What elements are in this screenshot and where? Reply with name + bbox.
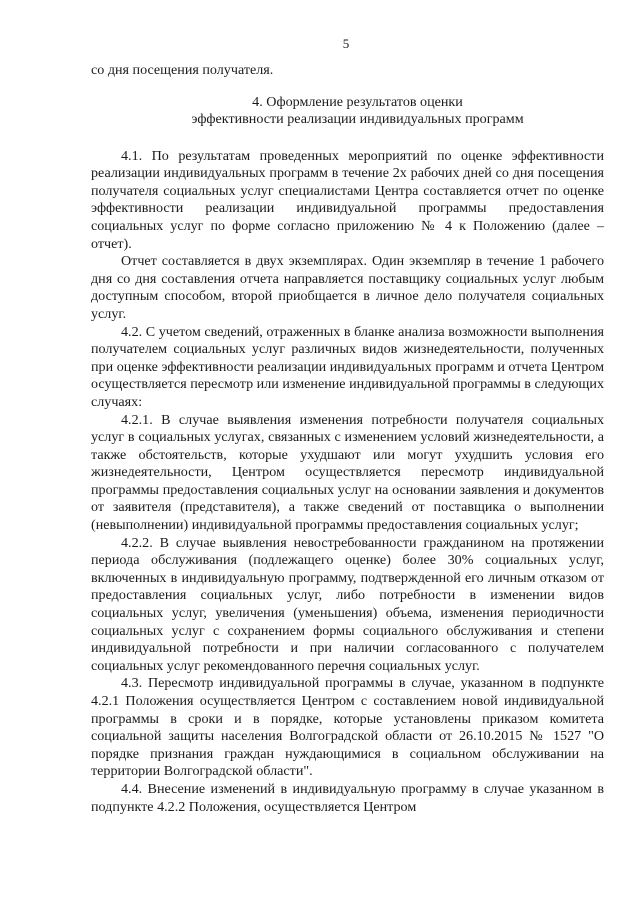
section-heading — [91, 94, 604, 128]
page-number: 5 — [342, 36, 350, 51]
document-body — [91, 62, 604, 816]
paragraph-4-2: 4.2. С учетом сведений, отраженных в бланке анализа возможности выполнения получателем социальных услуг различных видов жизнедеятельности, полученных при оценке эффективности реализации индивидуальных программ и отчета Центром осуществляется пересмотр или изменение индивидуальной программы в следующих случаях: — [91, 323, 604, 410]
paragraph-4-3: 4.3. Пересмотр индивидуальной программы в случае, указанном в подпункте 4.2.1 Положения осуществляется Центром с составлением новой индивидуальной программы в сроки и в порядке, которые установлены приказом комитета социальной защиты населения Волгоградской области от 26.10.2015 № 1527 "О порядке признания граждан нуждающимися в социальном обслуживании на территории Волгоградской области". — [91, 675, 604, 780]
paragraph-4-1: 4.1. По результатам проведенных мероприятий по оценке эффективности реализации индивидуальных программ в течение 2х рабочих дней со дня посещения получателя социальных услуг специалистами Центра составляется отчет по оценке эффективности реализации индивидуальной программы предоставления социальных услуг по форме согласно приложению № 4 к Положению (далее – отчет). — [91, 147, 604, 252]
section-heading-line-1: 4. Оформление результатов оценки — [252, 93, 463, 110]
paragraph-4-2-2: 4.2.2. В случае выявления невостребованности гражданином на протяжении периода обслуживания (подлежащего оценке) более 30% социальных услуг, включенных в индивидуальную программу, подтвержденной его личным отказом от предоставления социальных услуг, либо потребности в изменении видов социальных услуг, увеличения (уменьшения) объема, изменения периодичности социальных услуг с сохранением формы социального обслуживания и степени индивидуальной потребности и при наличии согласованного с получателем социальных услуг рекомендованного перечня социальных услуг. — [91, 534, 604, 674]
paragraph-report-copies: Отчет составляется в двух экземплярах. Один экземпляр в течение 1 рабочего дня со дня составления отчета направляется поставщику социальных услуг любым доступным способом, второй приобщается в личное дело получателя социальных услуг. — [91, 253, 604, 322]
paragraph-4-2-1: 4.2.1. В случае выявления изменения потребности получателя социальных услуг в социальных услугах, связанных с изменением условий жизнедеятельности, а также обстоятельств, которые ухудшают или могут ухудшить условия его жизнедеятельности, Центром осуществляется пересмотр индивидуальной программы предоставления социальных услуг на основании заявления и документов от заявителя (представителя), а также сведений от поставщика о выполнении (невыполнении) индивидуальной программы предоставления социальных услуг; — [91, 411, 604, 534]
section-heading-line-2: эффективности реализации индивидуальных программ — [191, 110, 524, 127]
paragraph-4-4: 4.4. Внесение изменений в индивидуальную программу в случае указанном в подпункте 4.2.2 Положения, осуществляется Центром — [91, 780, 604, 815]
continuation-line: со дня посещения получателя. — [91, 62, 274, 78]
